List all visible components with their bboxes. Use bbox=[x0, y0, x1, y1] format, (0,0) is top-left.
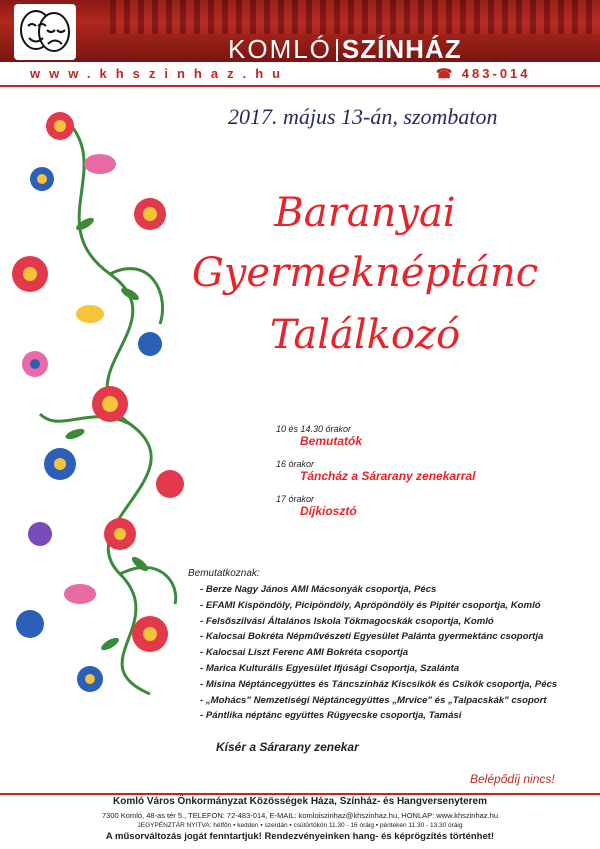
program-item bbox=[276, 424, 362, 448]
brand-right: SZÍNHÁZ bbox=[341, 34, 462, 62]
theater-masks-logo bbox=[14, 4, 76, 60]
theater-seats-background bbox=[110, 0, 600, 34]
program-name: Táncház a Sárarany zenekarral bbox=[300, 469, 476, 483]
list-item: - Kalocsai Bokréta Népművészeti Egyesület Palánta gyermektánc csoportja bbox=[200, 631, 544, 643]
event-date: 2017. május 13-án, szombaton bbox=[228, 104, 498, 129]
program-item bbox=[276, 494, 357, 518]
footer-divider bbox=[0, 793, 600, 795]
program-time: 10 és 14.30 órakor bbox=[276, 424, 352, 434]
brand-separator bbox=[336, 39, 338, 61]
footer-contact: 7300 Komló, 48-as tér 5., TELEFON: 72-483-014, E-MAIL: komloiszinhaz@khszinhaz.hu, HONLAP: www.khszinhaz.hu bbox=[102, 811, 498, 820]
list-item: - Pántlika néptánc együttes Rügyecske csoportja, Tamási bbox=[200, 710, 462, 722]
list-item: - Marica Kulturális Egyesület Ifjúsági Csoportja, Szalánta bbox=[200, 662, 460, 674]
footer-disclaimer: A műsorváltozás jogát fenntartjuk! Rendezvényeinken hang- és képrögzítés történhet! bbox=[105, 831, 495, 842]
header-divider bbox=[0, 85, 600, 87]
program-name: Bemutatók bbox=[300, 434, 363, 448]
list-item: - Kalocsai Liszt Ferenc AMI Bokréta csoportja bbox=[200, 647, 409, 659]
event-title-line-1: Baranyai bbox=[274, 190, 456, 236]
performers-heading: Bemutatkoznak: bbox=[188, 568, 260, 579]
brand-left: KOMLÓ bbox=[228, 34, 332, 62]
footer-box-office-hours: JEGYPÉNZTÁR NYITVA: hétfőn ▪ kedden ▪ szerdán ▪ csütörtökön 11.30 - 16 óráig ▪ pénteken 11.30 - 13.30 óráig bbox=[137, 822, 463, 829]
theater-brand-name bbox=[228, 34, 462, 62]
admission-note: Belépődíj nincs! bbox=[470, 772, 555, 786]
program-time: 16 órakor bbox=[276, 459, 315, 469]
list-item: - Misina Néptáncegyüttes és Táncszínház Kiscsikók és Csikók csoportja, Pécs bbox=[200, 678, 558, 690]
program-name: Díjkiosztó bbox=[300, 504, 357, 518]
performers-list bbox=[200, 582, 557, 724]
event-title-line-3: Találkozó bbox=[269, 312, 461, 358]
list-item: - „Mohács" Nemzetiségi Néptáncegyüttes „Mrvice" és „Talpacskák" csoport bbox=[200, 694, 547, 706]
floral-flowers bbox=[12, 112, 184, 692]
list-item: - EFAMI Kispöndöly, Picipöndöly, Apröpöndöly és Pipitér csoportja, Komló bbox=[200, 599, 541, 611]
footer-organization: Komló Város Önkormányzat Közösségek Háza, Színház- és Hangversenyterem bbox=[112, 796, 487, 807]
list-item: - Felsőszilvási Általános Iskola Tökmagocskák csoportja, Komló bbox=[200, 615, 494, 627]
program-time: 17 órakor bbox=[276, 494, 315, 504]
accompaniment-note: Kísér a Sárarany zenekar bbox=[216, 740, 359, 754]
program-item bbox=[276, 459, 475, 483]
website-url[interactable]: www.khszinhaz.hu bbox=[30, 66, 290, 81]
event-title-line-2: Gyermeknéptánc bbox=[191, 250, 539, 296]
header-banner bbox=[0, 0, 600, 62]
list-item: - Berze Nagy János AMI Mácsonyák csoportja, Pécs bbox=[200, 584, 437, 595]
phone-number: ☎ 483-014 bbox=[436, 66, 531, 81]
